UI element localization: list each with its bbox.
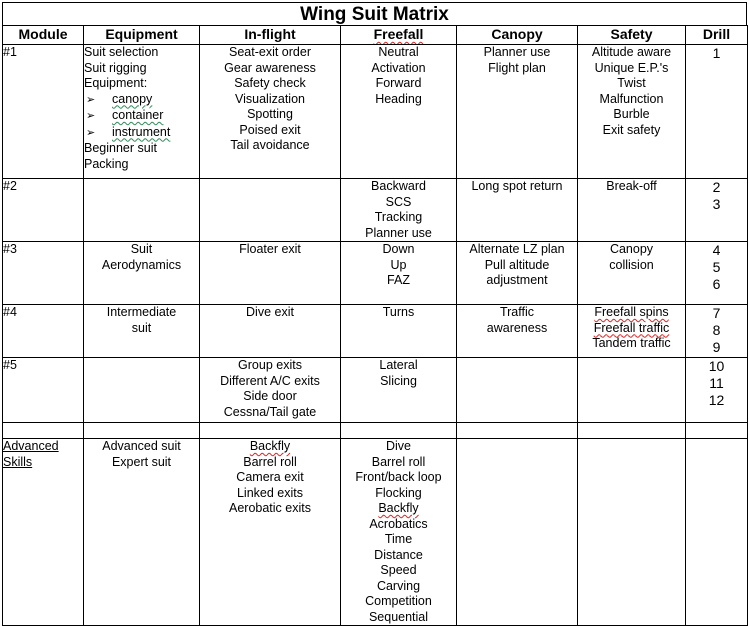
cell-text: Different A/C exits [220, 373, 320, 388]
empty-cell [457, 423, 578, 439]
cell-text: Expert suit [111, 454, 172, 469]
drill-number: 8 [712, 322, 721, 338]
cell-text: Cessna/Tail gate [223, 404, 317, 419]
module-cell [3, 242, 84, 305]
bullet-item [84, 92, 199, 109]
cell-text: adjustment [486, 273, 548, 287]
cell-text: Malfunction [599, 91, 664, 106]
drill-cell [686, 439, 748, 626]
cell-text: Time [384, 532, 413, 546]
cell-text: Beginner suit [84, 141, 157, 155]
drill-cell [686, 242, 748, 305]
advanced-skills-link[interactable]: Advanced [3, 439, 59, 453]
equipment-cell [84, 439, 200, 626]
module-cell [3, 179, 84, 242]
cell-text: Up [390, 257, 407, 272]
module-label: #3 [3, 242, 17, 256]
cell-text: Break-off [606, 179, 657, 193]
empty-cell [84, 423, 200, 439]
table-row [3, 305, 748, 358]
cell-text: Altitude aware [591, 45, 672, 59]
cell-text: Flight plan [488, 60, 546, 75]
cell-text: Planner use [365, 225, 432, 240]
header-equipment: Equipment [84, 26, 200, 45]
cell-text: Pull altitude [484, 257, 550, 272]
header-freefall [341, 26, 457, 45]
page-title: Wing Suit Matrix [2, 2, 747, 26]
cell-text: Gear awareness [224, 60, 316, 75]
drill-number: 6 [712, 276, 721, 292]
cell-text: Barrel roll [243, 454, 297, 469]
empty-cell [3, 423, 84, 439]
cell-text: Slicing [380, 373, 417, 388]
cell-text: Twist [617, 76, 646, 90]
module-label: #5 [3, 358, 17, 372]
safety-cell [578, 305, 686, 358]
cell-text: Activation [371, 60, 426, 75]
header-row [3, 26, 748, 45]
safety-cell [578, 45, 686, 179]
freefall-cell [341, 439, 457, 626]
cell-text: Aerodynamics [101, 257, 182, 272]
table-row [3, 179, 748, 242]
cell-text: Tail avoidance [230, 138, 310, 152]
canopy-cell [457, 179, 578, 242]
drill-number: 10 [708, 358, 725, 374]
drill-number: 12 [708, 392, 725, 408]
drill-cell [686, 305, 748, 358]
cell-text: Long spot return [471, 179, 563, 193]
freefall-cell [341, 45, 457, 179]
drill-number: 4 [712, 242, 721, 258]
cell-text: Burble [613, 107, 650, 121]
cell-text: collision [609, 257, 654, 272]
drill-number: 2 [712, 179, 721, 195]
cell-text: awareness [486, 320, 548, 335]
cell-text: Backward [371, 179, 426, 193]
cell-text: Safety check [234, 76, 306, 90]
cell-text: Poised exit [239, 122, 301, 137]
cell-text: Suit selection [84, 45, 159, 59]
cell-text: Advanced suit [102, 439, 181, 453]
cell-text: Tandem traffic [592, 336, 671, 350]
freefall-cell [341, 305, 457, 358]
canopy-cell [457, 305, 578, 358]
cell-text: Traffic [499, 305, 535, 319]
drill-number: 3 [712, 196, 721, 212]
cell-text: Intermediate [106, 305, 177, 319]
drill-number: 9 [712, 339, 721, 355]
cell-text: Camera exit [236, 470, 304, 484]
freefall-cell [341, 179, 457, 242]
cell-text: Suit rigging [84, 60, 147, 75]
inflight-cell [200, 179, 341, 242]
table-row [3, 439, 748, 626]
bullet-text: instrument [112, 124, 171, 139]
safety-cell [578, 439, 686, 626]
equipment-cell [84, 45, 200, 179]
module-cell [3, 439, 84, 626]
cell-text: Planner use [483, 45, 551, 59]
cell-text: Acrobatics [369, 516, 428, 531]
cell-text: Sequential [368, 609, 429, 624]
cell-text: Carving [376, 578, 421, 593]
table-row [3, 45, 748, 179]
cell-text: Side door [243, 389, 297, 403]
equipment-cell [84, 179, 200, 242]
cell-text: Aerobatic exits [229, 501, 311, 515]
module-cell [3, 45, 84, 179]
bullet-text: canopy [112, 91, 153, 106]
cell-text: Seat-exit order [229, 45, 311, 59]
inflight-cell [200, 305, 341, 358]
canopy-cell [457, 242, 578, 305]
table-row [3, 242, 748, 305]
wing-suit-matrix-table [2, 25, 748, 626]
cell-text: Down [382, 242, 415, 256]
freefall-cell [341, 242, 457, 305]
cell-text: Suit [130, 242, 153, 256]
bullet-text: container [112, 108, 164, 122]
header-drill: Drill [686, 26, 748, 45]
arrow-bullet-icon: ➢ [86, 110, 96, 122]
safety-cell [578, 179, 686, 242]
cell-text: Canopy [609, 242, 654, 256]
cell-text: Turns [382, 305, 415, 319]
inflight-cell [200, 358, 341, 423]
arrow-bullet-icon: ➢ [86, 126, 96, 139]
header-freefall-label: Freefall [373, 26, 424, 42]
cell-text: Group exits [238, 358, 302, 372]
equipment-cell [84, 358, 200, 423]
module-label: #4 [3, 305, 17, 319]
equipment-cell [84, 242, 200, 305]
cell-text: FAZ [387, 273, 410, 287]
equipment-cell [84, 305, 200, 358]
drill-cell [686, 45, 748, 179]
module-cell [3, 305, 84, 358]
module-label: #1 [3, 45, 17, 59]
cell-text: Packing [84, 156, 129, 171]
cell-text: SCS [385, 194, 412, 209]
cell-text: Front/back loop [355, 470, 442, 484]
freefall-cell [341, 358, 457, 423]
header-safety: Safety [578, 26, 686, 45]
cell-text: Alternate LZ plan [469, 242, 565, 256]
drill-number: 5 [712, 259, 721, 275]
drill-cell [686, 179, 748, 242]
drill-number: 7 [712, 305, 721, 321]
inflight-cell [200, 242, 341, 305]
cell-text: Heading [375, 91, 422, 106]
inflight-cell [200, 45, 341, 179]
arrow-bullet-icon: ➢ [86, 93, 96, 106]
misspelled-word: Backfly [378, 501, 419, 515]
cell-text: Barrel roll [371, 454, 426, 469]
cell-text: Visualization [235, 91, 305, 106]
misspelled-word: Backfly [249, 439, 291, 453]
cell-text: Unique E.P.'s [594, 60, 669, 75]
cell-text: Freefall traffic [593, 320, 670, 335]
cell-text: suit [131, 320, 152, 335]
table-row [3, 358, 748, 423]
cell-text: Speed [380, 563, 417, 577]
cell-text: Distance [374, 547, 423, 562]
empty-cell [578, 423, 686, 439]
canopy-cell [457, 45, 578, 179]
cell-text [341, 501, 456, 517]
cell-text: Flocking [375, 485, 422, 500]
safety-cell [578, 358, 686, 423]
cell-text: Exit safety [602, 122, 661, 137]
cell-text: Freefall spins [594, 305, 669, 319]
header-inflight: In-flight [200, 26, 341, 45]
cell-text: Tracking [374, 210, 423, 224]
advanced-skills-link[interactable]: Skills [3, 454, 33, 469]
canopy-cell [457, 439, 578, 626]
cell-text: Lateral [379, 358, 418, 372]
bullet-item [84, 125, 199, 142]
drill-number: 1 [712, 45, 721, 61]
empty-cell [200, 423, 341, 439]
cell-text: Linked exits [236, 485, 303, 500]
cell-text: Dive [385, 439, 411, 453]
inflight-cell [200, 439, 341, 626]
module-cell [3, 358, 84, 423]
safety-cell [578, 242, 686, 305]
cell-text: Neutral [378, 45, 419, 59]
canopy-cell [457, 358, 578, 423]
cell-text: Dive exit [246, 305, 294, 319]
cell-text [200, 439, 340, 455]
cell-text: Spotting [247, 107, 293, 121]
cell-text: Equipment: [84, 76, 148, 90]
drill-cell [686, 358, 748, 423]
cell-text: Competition [365, 594, 432, 608]
drill-number: 11 [709, 375, 724, 391]
module-label: #2 [3, 179, 17, 193]
cell-text: Forward [375, 76, 422, 90]
empty-row [3, 423, 748, 439]
empty-cell [686, 423, 748, 439]
empty-cell [341, 423, 457, 439]
cell-text: Floater exit [239, 242, 301, 256]
bullet-item [84, 108, 199, 125]
header-module: Module [3, 26, 84, 45]
header-canopy: Canopy [457, 26, 578, 45]
